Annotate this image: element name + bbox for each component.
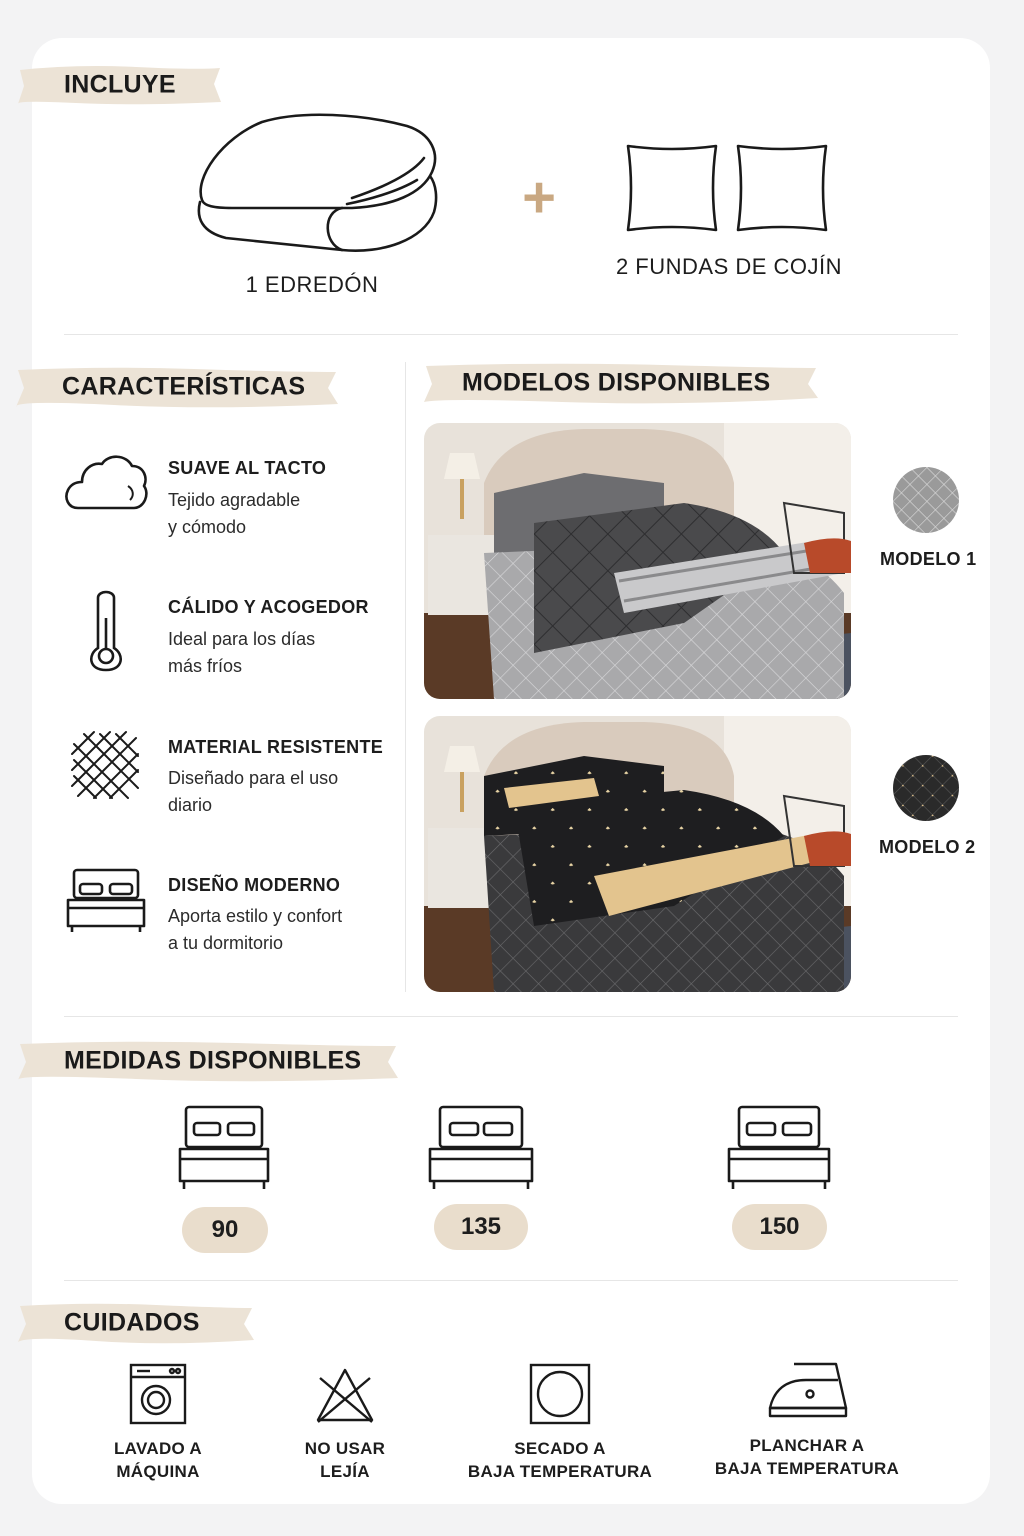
size-135-badge[interactable]: 135	[434, 1204, 528, 1250]
model-2-label: MODELO 2	[879, 837, 976, 857]
divider	[64, 1280, 958, 1281]
section-heading-models: MODELOS DISPONIBLES	[422, 360, 820, 406]
feature-description: Aporta estilo y confort a tu dormitorio	[168, 906, 343, 953]
model-1-swatch[interactable]	[893, 467, 959, 533]
care-label: NO USAR LEJÍA	[304, 1439, 386, 1481]
section-heading-features: CARACTERÍSTICAS	[14, 364, 340, 410]
care-label: LAVADO A MÁQUINA	[113, 1439, 203, 1481]
care-label: PLANCHAR A BAJA TEMPERATURA	[714, 1436, 900, 1478]
section-heading-care: CUIDADOS	[16, 1300, 256, 1346]
bed-icon	[64, 866, 148, 934]
feature-description: Tejido agradable y cómodo	[168, 490, 301, 537]
feature-description: Diseñado para el uso diario	[168, 768, 339, 815]
bed-150-icon	[725, 1105, 833, 1191]
feature-description: Ideal para los días más fríos	[168, 629, 316, 676]
section-heading-sizes: MEDIDAS DISPONIBLES	[16, 1038, 400, 1084]
size-150-badge[interactable]: 150	[732, 1204, 827, 1250]
feature-title: CÁLIDO Y ACOGEDOR	[168, 597, 369, 617]
care-label: SECADO A BAJA TEMPERATURA	[467, 1439, 653, 1481]
cushion-covers-icon	[622, 140, 834, 238]
model-2-swatch[interactable]	[893, 755, 959, 821]
feature-title: SUAVE AL TACTO	[168, 458, 327, 478]
bed-single-icon	[176, 1105, 272, 1191]
model-2-photo[interactable]	[424, 716, 851, 992]
model-1-label: MODELO 1	[880, 549, 977, 569]
section-heading-includes: INCLUYE	[16, 62, 222, 108]
weave-icon	[68, 728, 144, 804]
duvet-icon	[192, 108, 442, 258]
divider	[64, 334, 958, 335]
no-bleach-icon	[314, 1366, 376, 1424]
bed-135-icon	[426, 1105, 536, 1191]
thermometer-icon	[84, 588, 128, 672]
plus-sign: +	[522, 165, 556, 230]
tumble-dry-icon	[528, 1362, 592, 1426]
feature-title: MATERIAL RESISTENTE	[168, 737, 384, 757]
model-1-photo[interactable]	[424, 423, 851, 699]
duvet-caption: 1 EDREDÓN	[245, 272, 379, 297]
cloud-icon	[64, 452, 148, 512]
column-divider	[405, 362, 406, 992]
feature-title: DISEÑO MODERNO	[168, 875, 341, 895]
divider	[64, 1016, 958, 1017]
iron-icon	[766, 1360, 850, 1420]
cushion-covers-caption: 2 FUNDAS DE COJÍN	[615, 254, 843, 279]
size-90-badge[interactable]: 90	[182, 1207, 268, 1253]
washing-machine-icon	[128, 1362, 188, 1426]
